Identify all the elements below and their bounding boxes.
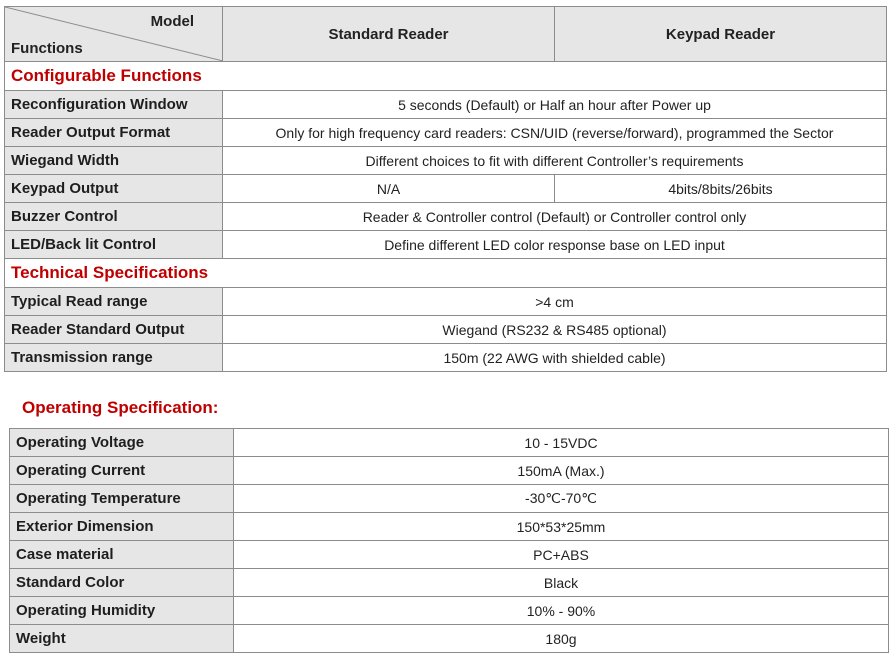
model-functions-header-cell	[5, 7, 223, 62]
table-row	[5, 231, 887, 259]
row-label: Keypad Output	[5, 175, 223, 203]
header-row	[5, 7, 887, 62]
table-row	[10, 569, 889, 597]
table-row	[5, 119, 887, 147]
row-label: Transmission range	[5, 344, 223, 372]
row-label: Typical Read range	[5, 288, 223, 316]
model-label: Model	[150, 13, 194, 30]
row-label: Buzzer Control	[5, 203, 223, 231]
row-value: 10% - 90%	[234, 597, 889, 625]
functions-label: Functions	[11, 40, 83, 57]
row-value: Wiegand (RS232 & RS485 optional)	[223, 316, 887, 344]
configurable-functions-title: Configurable Functions	[5, 62, 887, 91]
row-label: Reconfiguration Window	[5, 91, 223, 119]
row-label: Exterior Dimension	[10, 513, 234, 541]
row-value-keypad: 4bits/8bits/26bits	[555, 175, 887, 203]
row-value: 150m (22 AWG with shielded cable)	[223, 344, 887, 372]
table-row	[10, 513, 889, 541]
operating-specification-title: Operating Specification:	[22, 398, 219, 417]
row-label: Operating Humidity	[10, 597, 234, 625]
row-value: 10 - 15VDC	[234, 429, 889, 457]
table-row	[5, 316, 887, 344]
row-label: Wiegand Width	[5, 147, 223, 175]
row-value: 180g	[234, 625, 889, 653]
row-value: PC+ABS	[234, 541, 889, 569]
row-label: Reader Output Format	[5, 119, 223, 147]
row-value: 5 seconds (Default) or Half an hour after Power up	[223, 91, 887, 119]
table-row	[10, 597, 889, 625]
table-row	[10, 485, 889, 513]
row-label: Operating Voltage	[10, 429, 234, 457]
standard-reader-header: Standard Reader	[223, 7, 555, 62]
row-value: -30℃-70℃	[234, 485, 889, 513]
table-row	[5, 147, 887, 175]
row-value: Only for high frequency card readers: CSN/UID (reverse/forward), programmed the Sector	[223, 119, 887, 147]
table-row	[10, 625, 889, 653]
table-row	[5, 288, 887, 316]
row-label: LED/Back lit Control	[5, 231, 223, 259]
table-row	[5, 203, 887, 231]
table-row	[5, 91, 887, 119]
row-value: 150*53*25mm	[234, 513, 889, 541]
table-row	[10, 541, 889, 569]
table-row	[5, 344, 887, 372]
row-value: 150mA (Max.)	[234, 457, 889, 485]
row-label: Operating Temperature	[10, 485, 234, 513]
row-label: Standard Color	[10, 569, 234, 597]
row-value: Different choices to fit with different Controller’s requirements	[223, 147, 887, 175]
section-row	[5, 259, 887, 288]
table-row	[10, 429, 889, 457]
row-label: Operating Current	[10, 457, 234, 485]
operating-spec-table	[9, 428, 889, 653]
row-value: Define different LED color response base on LED input	[223, 231, 887, 259]
row-label: Case material	[10, 541, 234, 569]
table-row	[5, 175, 887, 203]
table-row	[10, 457, 889, 485]
keypad-reader-header: Keypad Reader	[555, 7, 887, 62]
row-value: Black	[234, 569, 889, 597]
row-value: >4 cm	[223, 288, 887, 316]
row-label: Reader Standard Output	[5, 316, 223, 344]
row-value: Reader & Controller control (Default) or Controller control only	[223, 203, 887, 231]
row-label: Weight	[10, 625, 234, 653]
spec-table	[4, 6, 887, 372]
technical-specifications-title: Technical Specifications	[5, 259, 887, 288]
row-value-standard: N/A	[223, 175, 555, 203]
section-row	[5, 62, 887, 91]
